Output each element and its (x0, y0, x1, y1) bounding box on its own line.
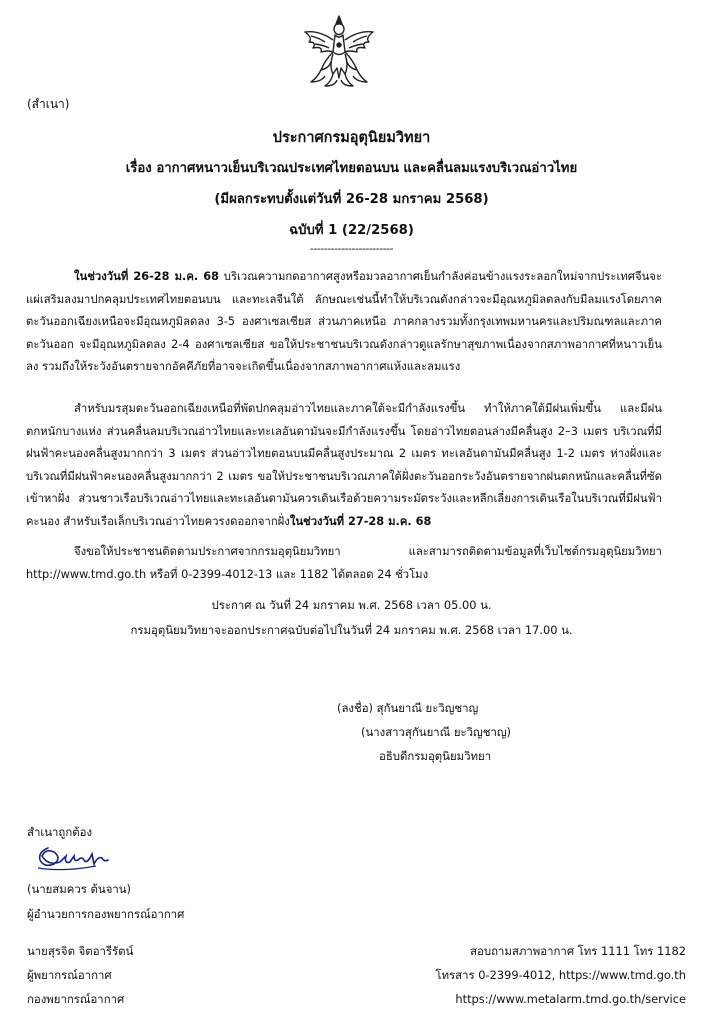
contact-fax: โทรสาร 0-2399-4012, https://www.tmd.go.th (435, 968, 686, 982)
signer-full-name: (นางสาวสุกันยาณี ยะวิญชาญ) (361, 725, 511, 739)
paragraph-3-text: จึงขอให้ประชาชนติดตามประกาศจากกรมอุตุนิยมวิทยา และสามารถติดตามข้อมูลที่เว็บไซต์กรมอุตุนิยมวิทยา http://www.tmd.go.th หรือที่ 0-2399-4012-13 และ 1182 ได้ตลอด 24 ชั่วโมง (26, 545, 662, 581)
announcement-subject: เรื่อง อากาศหนาวเย็นบริเวณประเทศไทยตอนบน และคลื่นลมแรงบริเวณอ่าวไทย (125, 161, 578, 176)
effect-period: (มีผลกระทบตั้งแต่วันที่ 26-28 มกราคม 2568) (214, 192, 489, 207)
paragraph-2-text: สำหรับมรสุมตะวันออกเฉียงเหนือที่พัดปกคลุมอ่าวไทยและภาคใต้จะมีกำลังแรงขึ้น ทำให้ภาคใต้มีฝนเพิ่มขึ้น และมีฝนตกหนักบางแห่ง ส่วนคลื่นลมบริเวณอ่าวไทยและทะเลอันดามันจะมีกำลังแรงขึ้น โดยอ่าวไทยตอนล่างมีคลื่นสูง 2–3 เมตร บริเวณที่มีฝนฟ้าคะนองคลื่นสูงมากกว่า 3 เมตร ส่วนอ่าวไทยตอนบนมีคลื่นสูงประมาณ 2 เมตร ทะเลอันดามันมีคลื่นสูง 1-2 เมตร ห่างฝั่งและบริเวณที่มีฝนฟ้าคะนองคลื่นสูงมากกว่า 2 เมตร ขอให้ประชาชนบริเวณภาคใต้ฝั่งตะวันออกระวังอันตรายจากฝนตกหนักและคลื่นที่ซัดเข้าหาฝั่ง ส่วนชาวเรือบริเวณอ่าวไทยและทะเลอันดามันควรเดินเรือด้วยความระมัดระวังและหลีกเลี่ยงการเดินเรือในบริเวณที่มีฝนฟ้าคะนอง สำหรับเรือเล็กบริเวณอ่าวไทยควรงดออกจากฝั่ง (26, 402, 662, 528)
issue-number: ฉบับที่ 1 (22/2568) (289, 223, 414, 238)
forecast-division: กองพยากรณ์อากาศ (27, 992, 125, 1006)
paragraph-2-tail: ในช่วงวันที่ 27-28 ม.ค. 68 (289, 514, 432, 528)
paragraph-1-lead: ในช่วงวันที่ 26-28 ม.ค. 68 (74, 270, 220, 283)
signed-line: (ลงชื่อ) สุกันยาณี ยะวิญชาญ (337, 701, 479, 715)
handwritten-signature (34, 842, 114, 876)
garuda-emblem-icon (299, 12, 379, 90)
announce-date: ประกาศ ณ วันที่ 24 มกราคม พ.ศ. 2568 เวลา 05.00 น. (211, 598, 492, 612)
footer-left (27, 939, 133, 1011)
forecaster-name: นายสุรจิต จิตอารีรัตน์ (27, 944, 134, 958)
signature-block (337, 696, 511, 768)
divider: ------------------------ (309, 242, 394, 255)
certified-label: สำเนาถูกต้อง (27, 825, 93, 839)
paragraph-1 (26, 266, 662, 379)
signer-position: อธิบดีกรมอุตุนิยมวิทยา (379, 749, 492, 763)
paragraph-1-text: บริเวณความกดอากาศสูงหรือมวลอากาศเย็นกำลังค่อนข้างแรงระลอกใหม่จากประเทศจีนจะแผ่เสริมลงมาปกคลุมประเทศไทยตอนบน และทะเลจีนใต้ ลักษณะเช่นนี้ทำให้บริเวณดังกล่าวจะมีอุณหภูมิลดลงกับมีลมแรงโดยภาคตะวันออกเฉียงเหนือจะมีอุณหภูมิลดลง 3-5 องศาเซลเซียส ส่วนภาคเหนือ ภาคกลางรวมทั้งกรุงเทพมหานครและปริมณฑลและภาคตะวันออก จะมีอุณหภูมิลดลง 2-4 องศาเซลเซียส ขอให้ประชาชนบริเวณดังกล่าวดูแลรักษาสุขภาพเนื่องจากสภาพอากาศที่หนาวเย็นลง รวมถึงให้ระวังอันตรายจากอัคคีภัยที่อาจจะเกิดขึ้นเนื่องจากสภาพอากาศแห้งและลมแรง (26, 270, 662, 373)
alarm-service-link[interactable]: https://www.metalarm.tmd.go.th/service (455, 992, 686, 1006)
forecaster-role: ผู้พยากรณ์อากาศ (27, 968, 112, 982)
paragraph-3 (26, 541, 662, 586)
certified-position: ผู้อำนวยการกองพยากรณ์อากาศ (27, 907, 185, 921)
paragraph-2 (26, 398, 662, 533)
announcement-title: ประกาศกรมอุตุนิยมวิทยา (272, 130, 431, 146)
certified-name: (นายสมควร ต้นจาน) (27, 882, 132, 896)
contact-phone: สอบถามสภาพอากาศ โทร 1111 โทร 1182 (470, 944, 686, 958)
next-issue: กรมอุตุนิยมวิทยาจะออกประกาศฉบับต่อไปในวันที่ 24 มกราคม พ.ศ. 2568 เวลา 17.00 น. (130, 623, 573, 637)
footer-right (435, 939, 686, 1011)
copy-mark: (สำเนา) (27, 97, 70, 111)
